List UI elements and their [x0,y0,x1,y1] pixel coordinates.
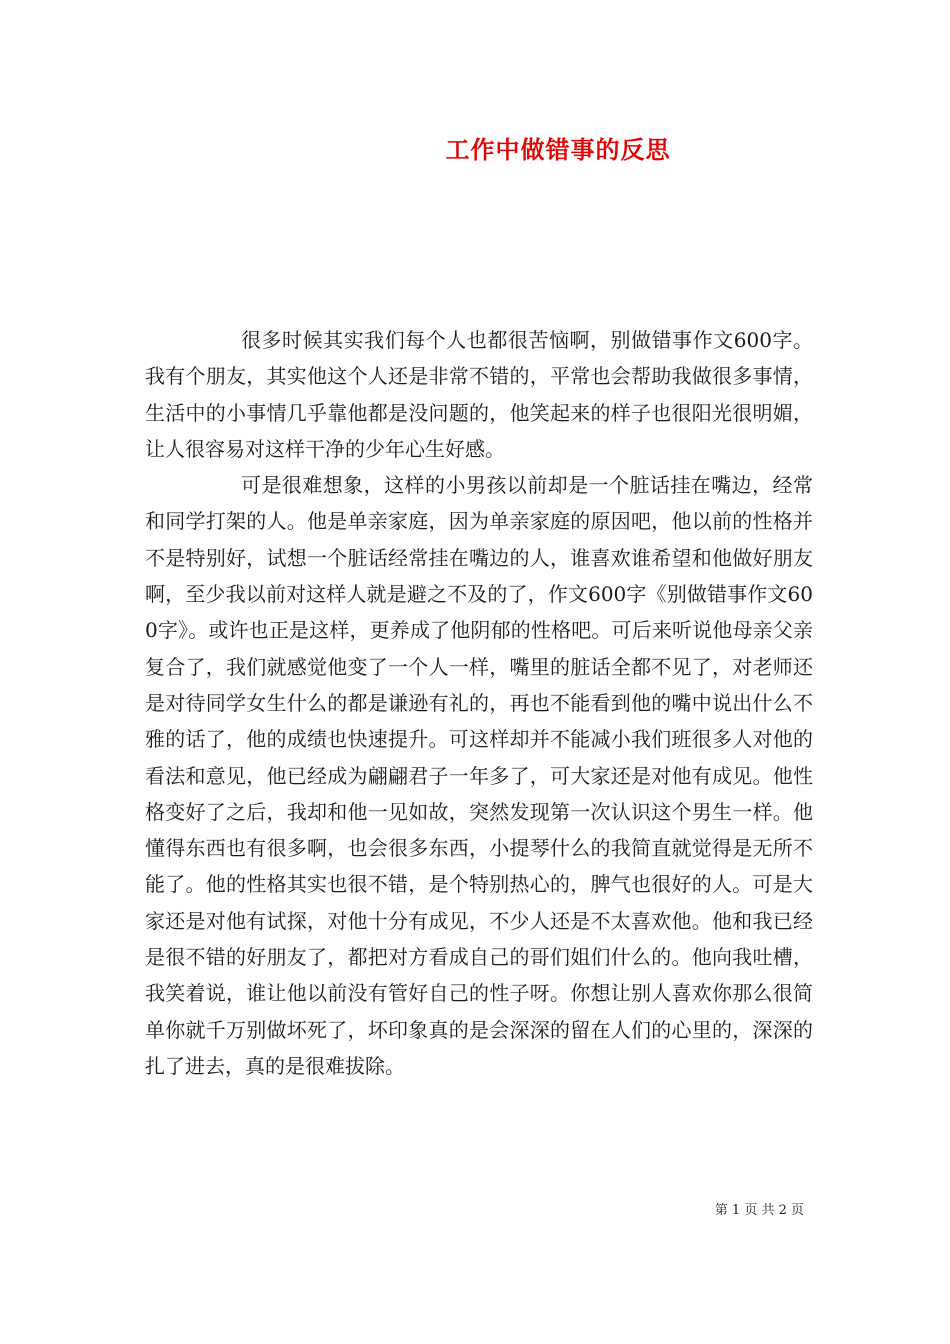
document-title: 工作中做错事的反思 [445,135,671,164]
paragraph-2: 可是很难想象，这样的小男孩以前却是一个脏话挂在嘴边，经常和同学打架的人。他是单亲家庭，因为单亲家庭的原因吧，他以前的性格并不是特别好，试想一个脏话经常挂在嘴边的人，谁喜欢谁希望和他做好朋友啊，至少我以前对这样人就是避之不及的了，作文600字《别做错事作文600字》。或许也正是这样，更养成了他阴郁的性格吧。可后来听说他母亲父亲复合了，我们就感觉他变了一个人一样，嘴里的脏话全都不见了，对老师还是对待同学女生什么的都是谦逊有礼的，再也不能看到他的嘴中说出什么不雅的话了，他的成绩也快速提升。可这样却并不能减小我们班很多人对他的看法和意见，他已经成为翩翩君子一年多了，可大家还是对他有成见。他性格变好了之后，我却和他一见如故，突然发现第一次认识这个男生一样。他懂得东西也有很多啊，也会很多东西，小提琴什么的我简直就觉得是无所不能了。他的性格其实也很不错，是个特别热心的，脾气也很好的人。可是大家还是对他有试探，对他十分有成见，不少人还是不太喜欢他。他和我已经是很不错的好朋友了，都把对方看成自己的哥们姐们什么的。他向我吐槽，我笑着说，谁让他以前没有管好自己的性子呀。你想让别人喜欢你那么很简单你就千万别做坏死了，坏印象真的是会深深的留在人们的心里的，深深的扎了进去，真的是很难拔除。 [145,473,813,1078]
document-body [145,322,813,1084]
page-footer: 第 1 页 共 2 页 [714,1203,804,1218]
paragraph-1: 很多时候其实我们每个人也都很苦恼啊，别做错事作文600字。我有个朋友，其实他这个人还是非常不错的，平常也会帮助我做很多事情，生活中的小事情几乎靠他都是没问题的，他笑起来的样子也很阳光很明媚，让人很容易对这样干净的少年心生好感。 [145,328,813,461]
